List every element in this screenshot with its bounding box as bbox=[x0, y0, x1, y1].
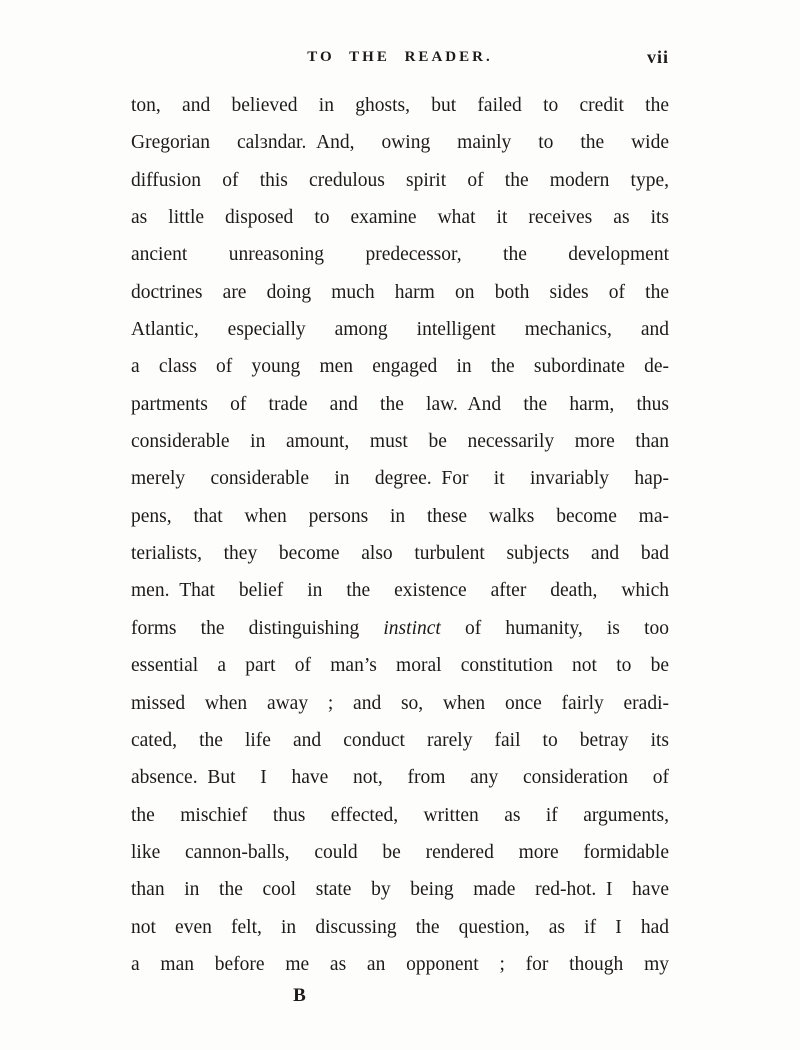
text-line: essential a part of man’s moral constitution not to be bbox=[131, 655, 669, 677]
text-line: the mischief thus effected, written as if arguments, bbox=[131, 804, 669, 826]
text-line: merely considerable in degree. For it invariably hap- bbox=[131, 468, 669, 490]
text-line: Gregorian calɜndar. And, owing mainly to the wide bbox=[131, 132, 669, 154]
signature-mark: B bbox=[293, 985, 307, 1006]
text-line: Atlantic, especially among intelligent mechanics, and bbox=[131, 319, 669, 341]
text-line: missed when away ; and so, when once fairly eradi- bbox=[131, 692, 669, 714]
text-line: a man before me as an opponent ; for though my bbox=[131, 953, 669, 975]
running-title: TO THE READER. bbox=[307, 49, 493, 65]
text-line: ancient unreasoning predecessor, the development bbox=[131, 244, 669, 266]
text-line: partments of trade and the law. And the harm, thus bbox=[131, 393, 669, 415]
text-line: than in the cool state by being made red-hot. I have bbox=[131, 879, 669, 901]
text-line: absence. But I have not, from any consideration of bbox=[131, 767, 669, 789]
page-number: vii bbox=[646, 47, 669, 67]
text-line: diffusion of this credulous spirit of the modern type, bbox=[131, 169, 669, 191]
text-line: cated, the life and conduct rarely fail to betray its bbox=[131, 729, 669, 751]
body-text bbox=[131, 87, 669, 983]
text-line: a class of young men engaged in the subordinate de- bbox=[131, 356, 669, 378]
text-line: forms the distinguishing instinct of humanity, is too bbox=[131, 617, 669, 639]
text-line: doctrines are doing much harm on both sides of the bbox=[131, 281, 669, 303]
text-line: pens, that when persons in these walks become ma- bbox=[131, 505, 669, 527]
text-line: terialists, they become also turbulent subjects and bad bbox=[131, 543, 669, 565]
text-line: not even felt, in discussing the question, as if I had bbox=[131, 916, 669, 938]
text-line: men. That belief in the existence after death, which bbox=[131, 580, 669, 602]
text-line: like cannon-balls, could be rendered more formidable bbox=[131, 841, 669, 863]
page-header bbox=[131, 47, 669, 73]
text-line: considerable in amount, must be necessarily more than bbox=[131, 431, 669, 453]
text-line: as little disposed to examine what it receives as its bbox=[131, 207, 669, 229]
emphasized-word: instinct bbox=[383, 617, 441, 639]
text-line: ton, and believed in ghosts, but failed to credit the bbox=[131, 95, 669, 116]
